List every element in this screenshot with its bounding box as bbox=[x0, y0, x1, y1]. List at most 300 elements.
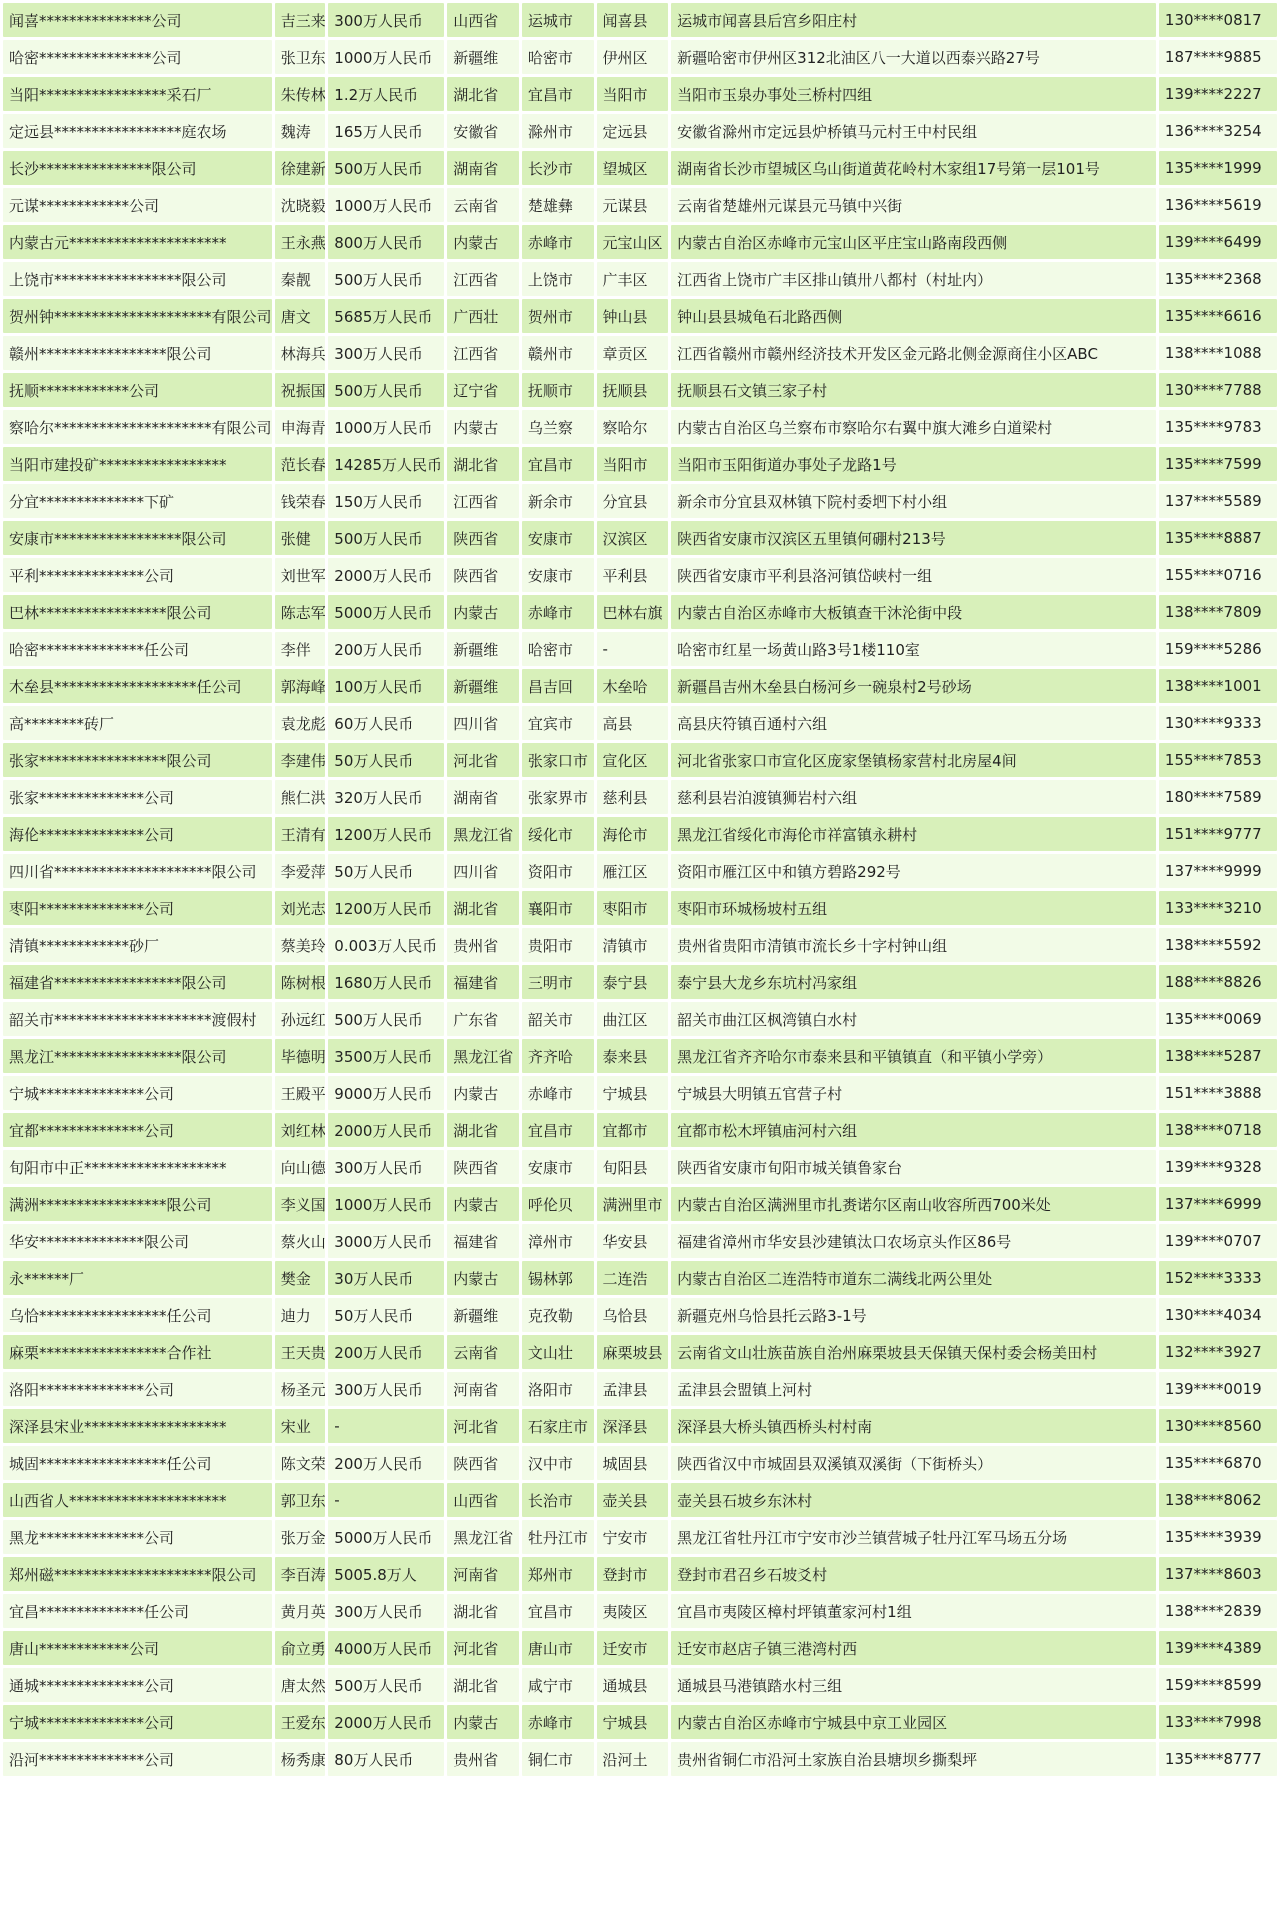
city-cell: 长治市 bbox=[522, 1483, 594, 1517]
address-cell: 陕西省安康市平利县洛河镇岱峡村一组 bbox=[671, 558, 1156, 592]
district-cell: 沿河土 bbox=[597, 1742, 669, 1776]
company-name-cell: 长沙***************限公司 bbox=[3, 151, 272, 185]
district-cell: 宁城县 bbox=[597, 1705, 669, 1739]
phone-cell: 137****6999 bbox=[1159, 1187, 1277, 1221]
province-cell: 江西省 bbox=[447, 484, 519, 518]
phone-cell: 130****8560 bbox=[1159, 1409, 1277, 1443]
district-cell: 乌恰县 bbox=[597, 1298, 669, 1332]
city-cell: 锡林郭 bbox=[522, 1261, 594, 1295]
company-name-cell: 沿河**************公司 bbox=[3, 1742, 272, 1776]
phone-cell: 135****6616 bbox=[1159, 299, 1277, 333]
city-cell: 襄阳市 bbox=[522, 891, 594, 925]
company-name-cell: 定远县*****************庭农场 bbox=[3, 114, 272, 148]
legal-person-cell: 刘红林 bbox=[275, 1113, 326, 1147]
district-cell: 泰宁县 bbox=[597, 965, 669, 999]
company-name-cell: 宜昌**************任公司 bbox=[3, 1594, 272, 1628]
province-cell: 广东省 bbox=[447, 1002, 519, 1036]
registered-capital-cell: 300万人民币 bbox=[328, 1150, 444, 1184]
registered-capital-cell: 1000万人民币 bbox=[328, 1187, 444, 1221]
company-name-cell: 山西省人********************* bbox=[3, 1483, 272, 1517]
registered-capital-cell: 500万人民币 bbox=[328, 262, 444, 296]
address-cell: 陕西省安康市旬阳市城关镇鲁家台 bbox=[671, 1150, 1156, 1184]
phone-cell: 135****0069 bbox=[1159, 1002, 1277, 1036]
registered-capital-cell: 500万人民币 bbox=[328, 373, 444, 407]
district-cell: 高县 bbox=[597, 706, 669, 740]
phone-cell: 139****9328 bbox=[1159, 1150, 1277, 1184]
district-cell: 察哈尔 bbox=[597, 410, 669, 444]
province-cell: 新疆维 bbox=[447, 669, 519, 703]
district-cell: 深泽县 bbox=[597, 1409, 669, 1443]
city-cell: 张家界市 bbox=[522, 780, 594, 814]
province-cell: 河南省 bbox=[447, 1372, 519, 1406]
phone-cell: 132****3927 bbox=[1159, 1335, 1277, 1369]
address-cell: 运城市闻喜县后宫乡阳庄村 bbox=[671, 3, 1156, 37]
province-cell: 黑龙江省 bbox=[447, 1039, 519, 1073]
province-cell: 陕西省 bbox=[447, 1150, 519, 1184]
company-name-cell: 闻喜***************公司 bbox=[3, 3, 272, 37]
table-row bbox=[3, 1261, 1277, 1295]
province-cell: 河南省 bbox=[447, 1557, 519, 1591]
address-cell: 贵州省贵阳市清镇市流长乡十字村钟山组 bbox=[671, 928, 1156, 962]
address-cell: 宁城县大明镇五官营子村 bbox=[671, 1076, 1156, 1110]
phone-cell: 151****3888 bbox=[1159, 1076, 1277, 1110]
phone-cell: 137****9999 bbox=[1159, 854, 1277, 888]
city-cell: 贵阳市 bbox=[522, 928, 594, 962]
city-cell: 哈密市 bbox=[522, 632, 594, 666]
province-cell: 河北省 bbox=[447, 1631, 519, 1665]
company-name-cell: 宁城**************公司 bbox=[3, 1705, 272, 1739]
city-cell: 乌兰察 bbox=[522, 410, 594, 444]
company-name-cell: 旬阳市中正******************* bbox=[3, 1150, 272, 1184]
city-cell: 克孜勒 bbox=[522, 1298, 594, 1332]
registered-capital-cell: - bbox=[328, 1483, 444, 1517]
registered-capital-cell: 1200万人民币 bbox=[328, 891, 444, 925]
phone-cell: 138****1001 bbox=[1159, 669, 1277, 703]
registered-capital-cell: 300万人民币 bbox=[328, 1372, 444, 1406]
phone-cell: 188****8826 bbox=[1159, 965, 1277, 999]
city-cell: 唐山市 bbox=[522, 1631, 594, 1665]
table-row bbox=[3, 114, 1277, 148]
city-cell: 赤峰市 bbox=[522, 595, 594, 629]
address-cell: 内蒙古自治区赤峰市宁城县中京工业园区 bbox=[671, 1705, 1156, 1739]
registered-capital-cell: 80万人民币 bbox=[328, 1742, 444, 1776]
table-row bbox=[3, 891, 1277, 925]
phone-cell: 135****8887 bbox=[1159, 521, 1277, 555]
phone-cell: 135****7599 bbox=[1159, 447, 1277, 481]
district-cell: 城固县 bbox=[597, 1446, 669, 1480]
city-cell: 漳州市 bbox=[522, 1224, 594, 1258]
registered-capital-cell: 1680万人民币 bbox=[328, 965, 444, 999]
province-cell: 安徽省 bbox=[447, 114, 519, 148]
legal-person-cell: 王清有 bbox=[275, 817, 326, 851]
city-cell: 贺州市 bbox=[522, 299, 594, 333]
city-cell: 安康市 bbox=[522, 1150, 594, 1184]
company-name-cell: 哈密***************公司 bbox=[3, 40, 272, 74]
district-cell: 海伦市 bbox=[597, 817, 669, 851]
city-cell: 齐齐哈 bbox=[522, 1039, 594, 1073]
table-row bbox=[3, 410, 1277, 444]
company-name-cell: 永******厂 bbox=[3, 1261, 272, 1295]
city-cell: 安康市 bbox=[522, 558, 594, 592]
table-row bbox=[3, 1113, 1277, 1147]
address-cell: 抚顺县石文镇三家子村 bbox=[671, 373, 1156, 407]
address-cell: 韶关市曲江区枫湾镇白水村 bbox=[671, 1002, 1156, 1036]
table-row bbox=[3, 558, 1277, 592]
registered-capital-cell: 500万人民币 bbox=[328, 151, 444, 185]
legal-person-cell: 黄月英 bbox=[275, 1594, 326, 1628]
district-cell: 枣阳市 bbox=[597, 891, 669, 925]
table-row bbox=[3, 373, 1277, 407]
city-cell: 宜昌市 bbox=[522, 77, 594, 111]
address-cell: 迁安市赵店子镇三港湾村西 bbox=[671, 1631, 1156, 1665]
legal-person-cell: 郭卫东 bbox=[275, 1483, 326, 1517]
city-cell: 文山壮 bbox=[522, 1335, 594, 1369]
phone-cell: 151****9777 bbox=[1159, 817, 1277, 851]
legal-person-cell: 陈志军 bbox=[275, 595, 326, 629]
legal-person-cell: 张万金 bbox=[275, 1520, 326, 1554]
legal-person-cell: 范长春 bbox=[275, 447, 326, 481]
registered-capital-cell: 200万人民币 bbox=[328, 632, 444, 666]
province-cell: 江西省 bbox=[447, 336, 519, 370]
address-cell: 枣阳市环城杨坡村五组 bbox=[671, 891, 1156, 925]
city-cell: 赤峰市 bbox=[522, 225, 594, 259]
table-row bbox=[3, 780, 1277, 814]
company-name-cell: 抚顺************公司 bbox=[3, 373, 272, 407]
legal-person-cell: 魏涛 bbox=[275, 114, 326, 148]
registered-capital-cell: - bbox=[328, 1409, 444, 1443]
address-cell: 慈利县岩泊渡镇狮岩村六组 bbox=[671, 780, 1156, 814]
registered-capital-cell: 200万人民币 bbox=[328, 1335, 444, 1369]
registered-capital-cell: 3500万人民币 bbox=[328, 1039, 444, 1073]
registered-capital-cell: 1.2万人民币 bbox=[328, 77, 444, 111]
city-cell: 洛阳市 bbox=[522, 1372, 594, 1406]
table-row bbox=[3, 447, 1277, 481]
address-cell: 江西省赣州市赣州经济技术开发区金元路北侧金源商住小区ABC bbox=[671, 336, 1156, 370]
phone-cell: 133****3210 bbox=[1159, 891, 1277, 925]
address-cell: 高县庆符镇百通村六组 bbox=[671, 706, 1156, 740]
legal-person-cell: 钱荣春 bbox=[275, 484, 326, 518]
phone-cell: 138****5287 bbox=[1159, 1039, 1277, 1073]
table-row bbox=[3, 1520, 1277, 1554]
company-name-cell: 哈密**************任公司 bbox=[3, 632, 272, 666]
registered-capital-cell: 60万人民币 bbox=[328, 706, 444, 740]
address-cell: 云南省文山壮族苗族自治州麻栗坡县天保镇天保村委会杨美田村 bbox=[671, 1335, 1156, 1369]
company-name-cell: 唐山************公司 bbox=[3, 1631, 272, 1665]
company-name-cell: 洛阳**************公司 bbox=[3, 1372, 272, 1406]
table-row bbox=[3, 40, 1277, 74]
district-cell: 闻喜县 bbox=[597, 3, 669, 37]
district-cell: 登封市 bbox=[597, 1557, 669, 1591]
legal-person-cell: 迪力 bbox=[275, 1298, 326, 1332]
registered-capital-cell: 100万人民币 bbox=[328, 669, 444, 703]
table-row bbox=[3, 928, 1277, 962]
address-cell: 黑龙江省齐齐哈尔市泰来县和平镇镇直（和平镇小学旁） bbox=[671, 1039, 1156, 1073]
legal-person-cell: 吉三来 bbox=[275, 3, 326, 37]
company-name-cell: 韶关市*********************渡假村 bbox=[3, 1002, 272, 1036]
table-row bbox=[3, 1705, 1277, 1739]
address-cell: 贵州省铜仁市沿河土家族自治县塘坝乡撕梨坪 bbox=[671, 1742, 1156, 1776]
registered-capital-cell: 300万人民币 bbox=[328, 336, 444, 370]
legal-person-cell: 秦靓 bbox=[275, 262, 326, 296]
province-cell: 黑龙江省 bbox=[447, 817, 519, 851]
phone-cell: 138****5592 bbox=[1159, 928, 1277, 962]
phone-cell: 159****8599 bbox=[1159, 1668, 1277, 1702]
city-cell: 绥化市 bbox=[522, 817, 594, 851]
registered-capital-cell: 500万人民币 bbox=[328, 1668, 444, 1702]
legal-person-cell: 申海青 bbox=[275, 410, 326, 444]
district-cell: 元宝山区 bbox=[597, 225, 669, 259]
address-cell: 云南省楚雄州元谋县元马镇中兴街 bbox=[671, 188, 1156, 222]
company-name-cell: 安康市*****************限公司 bbox=[3, 521, 272, 555]
legal-person-cell: 熊仁洪 bbox=[275, 780, 326, 814]
address-cell: 内蒙古自治区赤峰市元宝山区平庄宝山路南段西侧 bbox=[671, 225, 1156, 259]
company-name-cell: 枣阳**************公司 bbox=[3, 891, 272, 925]
company-name-cell: 木垒县*******************任公司 bbox=[3, 669, 272, 703]
city-cell: 赤峰市 bbox=[522, 1705, 594, 1739]
phone-cell: 138****7809 bbox=[1159, 595, 1277, 629]
table-row bbox=[3, 262, 1277, 296]
phone-cell: 135****1999 bbox=[1159, 151, 1277, 185]
district-cell: 章贡区 bbox=[597, 336, 669, 370]
phone-cell: 135****8777 bbox=[1159, 1742, 1277, 1776]
city-cell: 宜宾市 bbox=[522, 706, 594, 740]
legal-person-cell: 李伴 bbox=[275, 632, 326, 666]
phone-cell: 130****7788 bbox=[1159, 373, 1277, 407]
province-cell: 内蒙古 bbox=[447, 1261, 519, 1295]
province-cell: 湖北省 bbox=[447, 1668, 519, 1702]
company-name-cell: 内蒙古元********************* bbox=[3, 225, 272, 259]
city-cell: 宜昌市 bbox=[522, 447, 594, 481]
legal-person-cell: 毕德明 bbox=[275, 1039, 326, 1073]
registered-capital-cell: 5685万人民币 bbox=[328, 299, 444, 333]
company-name-cell: 麻栗*****************合作社 bbox=[3, 1335, 272, 1369]
phone-cell: 155****0716 bbox=[1159, 558, 1277, 592]
registered-capital-cell: 30万人民币 bbox=[328, 1261, 444, 1295]
legal-person-cell: 俞立勇 bbox=[275, 1631, 326, 1665]
table-row bbox=[3, 965, 1277, 999]
legal-person-cell: 李义国 bbox=[275, 1187, 326, 1221]
district-cell: 迁安市 bbox=[597, 1631, 669, 1665]
table-row bbox=[3, 817, 1277, 851]
table-row bbox=[3, 632, 1277, 666]
district-cell: 华安县 bbox=[597, 1224, 669, 1258]
table-row bbox=[3, 521, 1277, 555]
table-row bbox=[3, 1224, 1277, 1258]
table-row bbox=[3, 1594, 1277, 1628]
legal-person-cell: 刘世军 bbox=[275, 558, 326, 592]
table-row bbox=[3, 77, 1277, 111]
province-cell: 湖南省 bbox=[447, 780, 519, 814]
legal-person-cell: 唐文 bbox=[275, 299, 326, 333]
table-row bbox=[3, 1446, 1277, 1480]
registered-capital-cell: 50万人民币 bbox=[328, 743, 444, 777]
province-cell: 贵州省 bbox=[447, 928, 519, 962]
table-row bbox=[3, 1187, 1277, 1221]
address-cell: 孟津县会盟镇上河村 bbox=[671, 1372, 1156, 1406]
registered-capital-cell: 5005.8万人 bbox=[328, 1557, 444, 1591]
province-cell: 福建省 bbox=[447, 965, 519, 999]
province-cell: 陕西省 bbox=[447, 558, 519, 592]
district-cell: 元谋县 bbox=[597, 188, 669, 222]
legal-person-cell: 朱传林 bbox=[275, 77, 326, 111]
address-cell: 宜都市松木坪镇庙河村六组 bbox=[671, 1113, 1156, 1147]
city-cell: 哈密市 bbox=[522, 40, 594, 74]
phone-cell: 135****6870 bbox=[1159, 1446, 1277, 1480]
province-cell: 云南省 bbox=[447, 1335, 519, 1369]
registered-capital-cell: 1200万人民币 bbox=[328, 817, 444, 851]
district-cell: 泰来县 bbox=[597, 1039, 669, 1073]
province-cell: 内蒙古 bbox=[447, 225, 519, 259]
city-cell: 上饶市 bbox=[522, 262, 594, 296]
company-name-cell: 元谋************公司 bbox=[3, 188, 272, 222]
district-cell: 宣化区 bbox=[597, 743, 669, 777]
phone-cell: 138****0718 bbox=[1159, 1113, 1277, 1147]
city-cell: 韶关市 bbox=[522, 1002, 594, 1036]
district-cell: 当阳市 bbox=[597, 447, 669, 481]
company-name-cell: 黑龙江*****************限公司 bbox=[3, 1039, 272, 1073]
district-cell: 孟津县 bbox=[597, 1372, 669, 1406]
province-cell: 湖南省 bbox=[447, 151, 519, 185]
city-cell: 铜仁市 bbox=[522, 1742, 594, 1776]
table-row bbox=[3, 484, 1277, 518]
table-row bbox=[3, 1742, 1277, 1776]
legal-person-cell: 蔡美玲 bbox=[275, 928, 326, 962]
district-cell: 满洲里市 bbox=[597, 1187, 669, 1221]
city-cell: 张家口市 bbox=[522, 743, 594, 777]
district-cell: 宜都市 bbox=[597, 1113, 669, 1147]
phone-cell: 155****7853 bbox=[1159, 743, 1277, 777]
phone-cell: 139****6499 bbox=[1159, 225, 1277, 259]
registered-capital-cell: 320万人民币 bbox=[328, 780, 444, 814]
address-cell: 福建省漳州市华安县沙建镇汰口农场京头作区86号 bbox=[671, 1224, 1156, 1258]
legal-person-cell: 郭海峰 bbox=[275, 669, 326, 703]
district-cell: 宁安市 bbox=[597, 1520, 669, 1554]
legal-person-cell: 祝振国 bbox=[275, 373, 326, 407]
registered-capital-cell: 14285万人民币 bbox=[328, 447, 444, 481]
address-cell: 新疆克州乌恰县托云路3-1号 bbox=[671, 1298, 1156, 1332]
city-cell: 咸宁市 bbox=[522, 1668, 594, 1702]
phone-cell: 152****3333 bbox=[1159, 1261, 1277, 1295]
legal-person-cell: 袁龙彪 bbox=[275, 706, 326, 740]
table-row bbox=[3, 1298, 1277, 1332]
city-cell: 运城市 bbox=[522, 3, 594, 37]
phone-cell: 136****3254 bbox=[1159, 114, 1277, 148]
province-cell: 陕西省 bbox=[447, 521, 519, 555]
legal-person-cell: 林海兵 bbox=[275, 336, 326, 370]
address-cell: 宜昌市夷陵区樟村坪镇董家河村1组 bbox=[671, 1594, 1156, 1628]
company-name-cell: 平利**************公司 bbox=[3, 558, 272, 592]
city-cell: 宜昌市 bbox=[522, 1113, 594, 1147]
address-cell: 安徽省滁州市定远县炉桥镇马元村王中村民组 bbox=[671, 114, 1156, 148]
table-row bbox=[3, 1631, 1277, 1665]
phone-cell: 133****7998 bbox=[1159, 1705, 1277, 1739]
registered-capital-cell: 50万人民币 bbox=[328, 854, 444, 888]
city-cell: 新余市 bbox=[522, 484, 594, 518]
district-cell: 巴林右旗 bbox=[597, 595, 669, 629]
registered-capital-cell: 500万人民币 bbox=[328, 1002, 444, 1036]
company-name-cell: 清镇************砂厂 bbox=[3, 928, 272, 962]
province-cell: 四川省 bbox=[447, 706, 519, 740]
city-cell: 三明市 bbox=[522, 965, 594, 999]
registered-capital-cell: 2000万人民币 bbox=[328, 558, 444, 592]
province-cell: 湖北省 bbox=[447, 1113, 519, 1147]
address-cell: 当阳市玉泉办事处三桥村四组 bbox=[671, 77, 1156, 111]
phone-cell: 137****5589 bbox=[1159, 484, 1277, 518]
address-cell: 泰宁县大龙乡东坑村冯家组 bbox=[671, 965, 1156, 999]
phone-cell: 135****2368 bbox=[1159, 262, 1277, 296]
province-cell: 内蒙古 bbox=[447, 1076, 519, 1110]
phone-cell: 187****9885 bbox=[1159, 40, 1277, 74]
address-cell: 河北省张家口市宣化区庞家堡镇杨家营村北房屋4间 bbox=[671, 743, 1156, 777]
legal-person-cell: 李百涛 bbox=[275, 1557, 326, 1591]
table-row bbox=[3, 1557, 1277, 1591]
company-name-cell: 当阳*****************采石厂 bbox=[3, 77, 272, 111]
phone-cell: 135****3939 bbox=[1159, 1520, 1277, 1554]
phone-cell: 137****8603 bbox=[1159, 1557, 1277, 1591]
address-cell: 壶关县石坡乡东沐村 bbox=[671, 1483, 1156, 1517]
city-cell: 赤峰市 bbox=[522, 1076, 594, 1110]
city-cell: 石家庄市 bbox=[522, 1409, 594, 1443]
company-name-cell: 巴林*****************限公司 bbox=[3, 595, 272, 629]
table-row bbox=[3, 299, 1277, 333]
table-row bbox=[3, 151, 1277, 185]
city-cell: 宜昌市 bbox=[522, 1594, 594, 1628]
district-cell: 雁江区 bbox=[597, 854, 669, 888]
legal-person-cell: 杨秀康 bbox=[275, 1742, 326, 1776]
province-cell: 内蒙古 bbox=[447, 1705, 519, 1739]
province-cell: 新疆维 bbox=[447, 1298, 519, 1332]
legal-person-cell: 李爱萍 bbox=[275, 854, 326, 888]
district-cell: 麻栗坡县 bbox=[597, 1335, 669, 1369]
city-cell: 楚雄彝 bbox=[522, 188, 594, 222]
company-name-cell: 分宜**************下矿 bbox=[3, 484, 272, 518]
city-cell: 呼伦贝 bbox=[522, 1187, 594, 1221]
address-cell: 登封市君召乡石坡爻村 bbox=[671, 1557, 1156, 1591]
district-cell: 分宜县 bbox=[597, 484, 669, 518]
address-cell: 湖南省长沙市望城区乌山街道黄花岭村木家组17号第一层101号 bbox=[671, 151, 1156, 185]
legal-person-cell: 沈晓毅 bbox=[275, 188, 326, 222]
phone-cell: 135****9783 bbox=[1159, 410, 1277, 444]
province-cell: 黑龙江省 bbox=[447, 1520, 519, 1554]
district-cell: 伊州区 bbox=[597, 40, 669, 74]
province-cell: 福建省 bbox=[447, 1224, 519, 1258]
phone-cell: 136****5619 bbox=[1159, 188, 1277, 222]
company-name-cell: 满洲*****************限公司 bbox=[3, 1187, 272, 1221]
registered-capital-cell: 4000万人民币 bbox=[328, 1631, 444, 1665]
company-name-cell: 宜都**************公司 bbox=[3, 1113, 272, 1147]
city-cell: 赣州市 bbox=[522, 336, 594, 370]
table-row bbox=[3, 706, 1277, 740]
company-name-cell: 华安**************限公司 bbox=[3, 1224, 272, 1258]
registered-capital-cell: 150万人民币 bbox=[328, 484, 444, 518]
address-cell: 新余市分宜县双林镇下院村委垇下村小组 bbox=[671, 484, 1156, 518]
province-cell: 内蒙古 bbox=[447, 1187, 519, 1221]
district-cell: 望城区 bbox=[597, 151, 669, 185]
district-cell: 曲江区 bbox=[597, 1002, 669, 1036]
table-row bbox=[3, 743, 1277, 777]
registered-capital-cell: 165万人民币 bbox=[328, 114, 444, 148]
legal-person-cell: 李建伟 bbox=[275, 743, 326, 777]
registered-capital-cell: 200万人民币 bbox=[328, 1446, 444, 1480]
province-cell: 内蒙古 bbox=[447, 595, 519, 629]
table-row bbox=[3, 336, 1277, 370]
city-cell: 滁州市 bbox=[522, 114, 594, 148]
district-cell: 当阳市 bbox=[597, 77, 669, 111]
legal-person-cell: 王殿平 bbox=[275, 1076, 326, 1110]
legal-person-cell: 唐太然 bbox=[275, 1668, 326, 1702]
company-name-cell: 四川省*********************限公司 bbox=[3, 854, 272, 888]
address-cell: 内蒙古自治区满洲里市扎赉诺尔区南山收容所西700米处 bbox=[671, 1187, 1156, 1221]
